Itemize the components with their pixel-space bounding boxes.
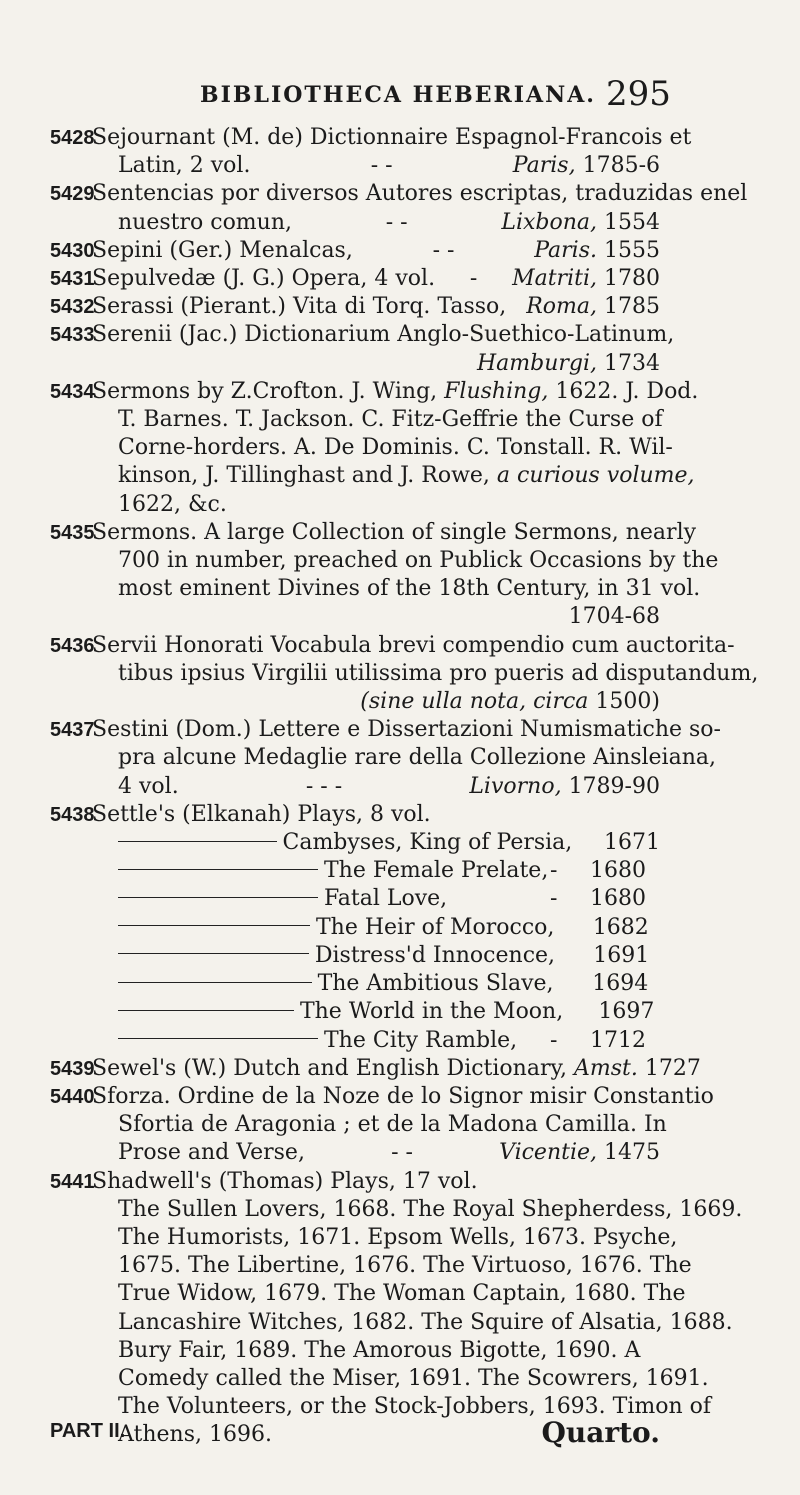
entry-text: Prose and Verse, xyxy=(118,1140,305,1166)
entry-line xyxy=(92,1280,686,1308)
entry-text: The Sullen Lovers, 1668. The Royal Shepherdess, 1669. xyxy=(118,1196,743,1222)
catalogue-entry xyxy=(50,124,692,180)
lot-number: 5438 xyxy=(50,803,95,826)
entry-line xyxy=(92,744,716,772)
catalogue-entry xyxy=(50,1055,701,1083)
entry-line xyxy=(92,237,660,265)
catalogue-entry xyxy=(50,293,660,321)
imprint-block xyxy=(512,265,660,293)
catalogue-entry xyxy=(50,519,719,632)
catalogue-entry xyxy=(50,321,675,377)
play-row xyxy=(92,914,660,942)
entry-line xyxy=(92,603,660,631)
running-head xyxy=(0,74,800,118)
lot-number: 5437 xyxy=(50,719,95,742)
imprint-date: 1555 xyxy=(604,237,660,263)
imprint-block xyxy=(513,152,660,180)
ditto-rule xyxy=(118,925,310,926)
lot-number: 5434 xyxy=(50,380,95,403)
entry-text: Sentencias por diversos Autores escriptas, traduzidas enel xyxy=(92,181,748,207)
ditto-rule xyxy=(118,953,309,954)
imprint-place: Paris, xyxy=(512,153,576,179)
entry-text: Sestini (Dom.) Lettere e Dissertazioni Numismatiche so- xyxy=(92,717,721,743)
play-entry xyxy=(50,885,660,913)
ditto-rule xyxy=(118,1010,294,1011)
entry-text: Corne-horders. A. De Dominis. C. Tonstall. R. Wil- xyxy=(118,435,673,461)
entry-line xyxy=(92,1224,678,1252)
play-date: 1671 xyxy=(604,830,660,856)
imprint-date: 1785-6 xyxy=(582,153,660,179)
catalogue-entry xyxy=(50,180,748,236)
entry-text: Serenii (Jac.) Dictionarium Anglo-Suethico-Latinum, xyxy=(92,322,675,348)
entry-text: Sejournant (M. de) Dictionnaire Espagnol-Francois et xyxy=(92,125,692,150)
imprint-date: 1734 xyxy=(604,350,660,376)
entry-text: Latin, 2 vol. xyxy=(118,153,251,179)
page-footer xyxy=(50,1416,660,1452)
ditto-rule xyxy=(118,1038,318,1039)
imprint-place: Matriti, xyxy=(512,266,597,292)
entry-line xyxy=(92,632,735,660)
catalogue-entry xyxy=(50,237,660,265)
imprint-place: Livorno, xyxy=(469,773,562,799)
entry-line xyxy=(92,1337,660,1365)
imprint-place: Vicentie, xyxy=(499,1140,597,1166)
entry-text: Bury Fair, 1689. The Amorous Bigotte, 1690. A xyxy=(118,1337,641,1363)
entry-line xyxy=(92,293,660,321)
play-date: 1680 xyxy=(590,858,646,884)
signature-mark: PART II. xyxy=(50,1420,126,1442)
page-number: 295 xyxy=(606,74,671,114)
entry-line xyxy=(92,1196,743,1224)
entry-text: Servii Honorati Vocabula brevi compendio cum auctorita- xyxy=(92,632,735,658)
leader-dash: - xyxy=(550,1027,558,1053)
entry-text: T. Barnes. T. Jackson. C. Fitz-Geffrie the Curse of xyxy=(118,407,663,433)
play-date: 1694 xyxy=(592,971,649,997)
imprint-date: 1785 xyxy=(604,294,660,320)
play-row xyxy=(92,1027,660,1055)
play-row xyxy=(92,885,660,913)
catalogue-entry xyxy=(50,1083,714,1168)
play-title: Fatal Love, xyxy=(324,886,448,912)
catalogue-entry xyxy=(50,716,721,801)
ditto-rule xyxy=(118,841,277,842)
imprint-date: 1500) xyxy=(595,689,660,715)
entry-line xyxy=(92,209,660,237)
entry-text: Sfortia de Aragonia ; et de la Madona Camilla. In xyxy=(118,1112,667,1138)
entry-text-tail: 1622. J. Dod. xyxy=(548,378,699,404)
entry-text-tail: 1727 xyxy=(637,1055,701,1081)
entry-text: most eminent Divines of the 18th Century, in 31 vol. xyxy=(118,576,701,602)
play-row xyxy=(92,942,660,970)
entry-text: Lancashire Witches, 1682. The Squire of Alsatia, 1688. xyxy=(118,1309,733,1335)
running-title: BIBLIOTHECA HEBERIANA. xyxy=(200,82,596,108)
imprint-date: 1704-68 xyxy=(568,604,660,630)
leader-dashes: - - xyxy=(432,237,455,263)
lot-number: 5440 xyxy=(50,1085,95,1108)
catalogue-entry xyxy=(50,1168,743,1450)
imprint-block xyxy=(499,1139,660,1167)
imprint-date: 1780 xyxy=(603,266,660,292)
play-title: Distress'd Innocence, xyxy=(314,942,556,968)
entry-line xyxy=(92,124,692,152)
ditto-rule xyxy=(118,982,312,983)
entry-line xyxy=(92,1055,701,1083)
leader-dashes: - - xyxy=(370,153,393,179)
entry-text xyxy=(92,378,698,406)
entry-line xyxy=(92,180,748,208)
catchword: Quarto. xyxy=(541,1416,660,1449)
imprint-place: (sine ulla nota, circa xyxy=(360,689,589,715)
entry-line xyxy=(92,1252,692,1280)
play-entry xyxy=(50,970,660,998)
catalogue-entry xyxy=(50,632,759,717)
entry-line xyxy=(92,462,695,490)
play-title: The City Ramble, xyxy=(324,1027,518,1053)
entry-line xyxy=(92,773,660,801)
imprint-block xyxy=(526,293,660,321)
entry-text-part: Sermons by Z.Crofton. J. Wing, xyxy=(92,378,445,404)
entry-line xyxy=(92,801,660,829)
play-title: Cambyses, King of Persia, xyxy=(282,830,573,856)
lot-number: 5436 xyxy=(50,634,95,657)
imprint-inline: a curious volume, xyxy=(496,463,695,489)
lot-number: 5430 xyxy=(50,239,95,262)
entry-text: Sepini (Ger.) Menalcas, xyxy=(92,237,353,263)
play-entry xyxy=(50,942,660,970)
play-entry xyxy=(50,1027,660,1055)
play-entry xyxy=(50,829,660,857)
imprint-block xyxy=(569,603,660,631)
entry-text: Settle's (Elkanah) Plays, 8 vol. xyxy=(92,801,431,827)
imprint-block xyxy=(534,237,660,265)
catalogue-entry xyxy=(50,265,660,293)
imprint-place: Paris. xyxy=(534,237,597,263)
entry-line xyxy=(92,716,721,744)
imprint-place: Roma, xyxy=(526,294,597,320)
ditto-rule xyxy=(118,869,318,870)
imprint-block xyxy=(477,350,660,378)
entry-text: The Humorists, 1671. Epsom Wells, 1673. Psyche, xyxy=(118,1224,678,1250)
entry-text: 1675. The Libertine, 1676. The Virtuoso, 1676. The xyxy=(118,1253,692,1279)
imprint-inline: Amst. xyxy=(573,1055,638,1081)
entry-line xyxy=(92,660,759,688)
play-row xyxy=(92,829,660,857)
imprint-date: 1554 xyxy=(604,209,660,235)
play-date: 1691 xyxy=(593,942,650,968)
entry-text xyxy=(92,1055,701,1083)
entry-line xyxy=(92,1365,709,1393)
entry-text: 4 vol. xyxy=(118,773,179,799)
entry-line xyxy=(92,575,701,603)
play-entry xyxy=(50,914,660,942)
lot-number: 5428 xyxy=(50,127,95,149)
entry-text-part: Sewel's (W.) Dutch and English Dictionary, xyxy=(92,1055,574,1081)
entry-text xyxy=(118,462,695,490)
imprint-date: 1789-90 xyxy=(568,773,660,799)
entry-text: The Volunteers, or the Stock-Jobbers, 1693. Timon of xyxy=(118,1394,712,1420)
play-row xyxy=(92,998,660,1026)
lot-number: 5429 xyxy=(50,183,95,206)
entry-line xyxy=(92,152,660,180)
lot-number: 5433 xyxy=(50,324,95,347)
play-entry xyxy=(50,857,660,885)
entry-text: 1622, &c. xyxy=(118,491,227,517)
entry-text: pra alcune Medaglie rare della Collezione Ainsleiana, xyxy=(118,745,716,771)
entry-text: tibus ipsius Virgilii utilissima pro pueris ad disputandum, xyxy=(118,660,759,686)
play-title: The Ambitious Slave, xyxy=(317,971,554,997)
lot-number: 5439 xyxy=(50,1057,95,1080)
entry-line xyxy=(92,378,699,406)
play-row xyxy=(92,857,660,885)
ditto-rule xyxy=(118,897,318,898)
lot-number: 5432 xyxy=(50,296,95,319)
entry-text: Sepulvedæ (J. G.) Opera, 4 vol. xyxy=(92,266,436,292)
catalogue-entry xyxy=(50,378,699,519)
entry-line xyxy=(92,491,660,519)
entry-line xyxy=(92,1083,714,1111)
entry-line xyxy=(92,406,663,434)
entry-line xyxy=(92,265,660,293)
play-date: 1680 xyxy=(590,886,646,912)
entry-line xyxy=(92,1139,660,1167)
entry-line xyxy=(92,1111,667,1139)
leader-dash: - xyxy=(550,886,558,912)
play-title: The Heir of Morocco, xyxy=(316,914,555,940)
entry-text: Athens, 1696. xyxy=(118,1422,272,1448)
leader-dashes: - - xyxy=(391,1140,413,1166)
entry-line xyxy=(92,350,660,378)
play-row xyxy=(92,970,660,998)
play-date: 1697 xyxy=(598,999,655,1025)
leader-dashes: - - - xyxy=(305,773,343,799)
play-title: The Female Prelate, xyxy=(324,858,549,884)
leader-dashes: - xyxy=(469,266,478,292)
play-date: 1712 xyxy=(590,1027,646,1053)
leader-dash: - xyxy=(550,858,558,884)
imprint-block xyxy=(360,688,660,716)
imprint-block xyxy=(501,209,660,237)
lot-number: 5431 xyxy=(50,268,95,291)
entry-line xyxy=(92,321,675,349)
imprint-date: 1475 xyxy=(604,1140,660,1166)
leader-dashes: - - xyxy=(385,209,408,235)
entry-text-part: kinson, J. Tillinghast and J. Rowe, xyxy=(118,463,497,489)
imprint-place: Lixbona, xyxy=(501,209,597,235)
entry-text: True Widow, 1679. The Woman Captain, 1680. The xyxy=(118,1281,686,1307)
entry-line xyxy=(92,434,673,462)
catalogue-entry xyxy=(50,801,660,829)
entry-line xyxy=(92,519,697,547)
imprint-inline: Flushing, xyxy=(444,378,549,404)
play-entry xyxy=(50,998,660,1026)
catalogue-entries xyxy=(50,124,759,1450)
play-date: 1682 xyxy=(592,914,649,940)
imprint-place: Hamburgi, xyxy=(476,350,597,376)
play-title: The World in the Moon, xyxy=(299,999,564,1025)
entry-line xyxy=(92,1309,733,1337)
imprint-block xyxy=(469,773,660,801)
entry-text: Sermons. A large Collection of single Sermons, nearly xyxy=(92,519,697,545)
entry-line xyxy=(92,547,719,575)
entry-text: Sforza. Ordine de la Noze de lo Signor misir Constantio xyxy=(92,1083,714,1109)
entry-line xyxy=(92,688,660,716)
entry-line xyxy=(92,1168,660,1196)
lot-number: 5435 xyxy=(50,521,95,544)
entry-text: Comedy called the Miser, 1691. The Scowrers, 1691. xyxy=(118,1365,709,1391)
entry-text: Serassi (Pierant.) Vita di Torq. Tasso, xyxy=(92,294,507,320)
entry-text: nuestro comun, xyxy=(118,209,293,235)
lot-number: 5441 xyxy=(50,1170,95,1193)
entry-text: 700 in number, preached on Publick Occasions by the xyxy=(118,548,719,574)
entry-text: Shadwell's (Thomas) Plays, 17 vol. xyxy=(92,1168,478,1194)
